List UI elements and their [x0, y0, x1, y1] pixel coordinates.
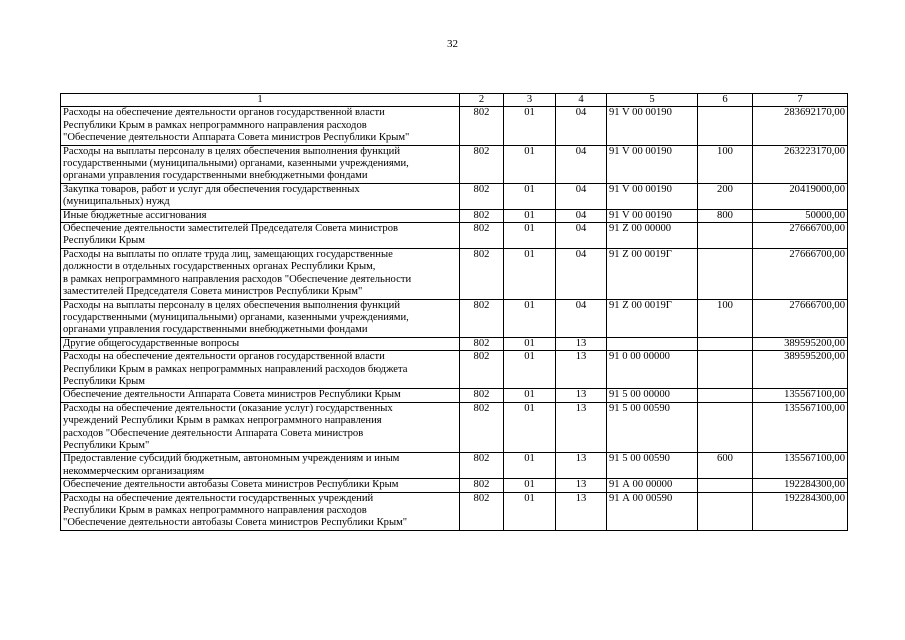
column-header: 2: [460, 94, 504, 107]
row-target-article-cell: 91 5 00 00590: [607, 453, 698, 479]
row-section-cell: 01: [504, 389, 556, 402]
table-row: [61, 183, 848, 209]
page-number: 32: [447, 38, 458, 50]
row-ministry-code-cell: 802: [460, 492, 504, 530]
table-row: [61, 223, 848, 249]
row-subsection-cell: 04: [556, 107, 607, 145]
row-expense-type-cell: [698, 351, 753, 389]
row-section-cell: 01: [504, 183, 556, 209]
row-ministry-code-cell: 802: [460, 248, 504, 299]
table-row: [61, 479, 848, 492]
row-expense-type-cell: 600: [698, 453, 753, 479]
row-name-cell: Обеспечение деятельности заместителей Председателя Совета министров Республики Крым: [61, 223, 460, 249]
row-expense-type-cell: [698, 248, 753, 299]
row-target-article-cell: [607, 337, 698, 350]
row-target-article-cell: 91 А 00 00000: [607, 479, 698, 492]
table-row: [61, 492, 848, 530]
row-expense-type-cell: 800: [698, 209, 753, 222]
row-name-cell: Другие общегосударственные вопросы: [61, 337, 460, 350]
row-name-cell: Обеспечение деятельности Аппарата Совета министров Республики Крым: [61, 389, 460, 402]
table-row: [61, 145, 848, 183]
row-expense-type-cell: [698, 223, 753, 249]
row-ministry-code-cell: 802: [460, 107, 504, 145]
row-amount-cell: 283692170,00: [753, 107, 848, 145]
row-section-cell: 01: [504, 209, 556, 222]
row-subsection-cell: 13: [556, 479, 607, 492]
row-target-article-cell: 91 А 00 00590: [607, 492, 698, 530]
row-subsection-cell: 04: [556, 145, 607, 183]
row-amount-cell: 27666700,00: [753, 248, 848, 299]
row-section-cell: 01: [504, 351, 556, 389]
row-expense-type-cell: [698, 479, 753, 492]
row-name-cell: Закупка товаров, работ и услуг для обеспечения государственных (муниципальных) нужд: [61, 183, 460, 209]
row-expense-type-cell: [698, 492, 753, 530]
row-target-article-cell: 91 V 00 00190: [607, 209, 698, 222]
row-expense-type-cell: 100: [698, 145, 753, 183]
row-expense-type-cell: 100: [698, 299, 753, 337]
row-section-cell: 01: [504, 402, 556, 453]
table-row: [61, 299, 848, 337]
row-section-cell: 01: [504, 223, 556, 249]
row-amount-cell: 263223170,00: [753, 145, 848, 183]
row-ministry-code-cell: 802: [460, 479, 504, 492]
row-name-cell: Иные бюджетные ассигнования: [61, 209, 460, 222]
row-name-cell: Обеспечение деятельности автобазы Совета министров Республики Крым: [61, 479, 460, 492]
table-row: [61, 351, 848, 389]
row-subsection-cell: 13: [556, 351, 607, 389]
row-subsection-cell: 13: [556, 453, 607, 479]
row-name-cell: Расходы на выплаты персоналу в целях обеспечения выполнения функций государственными (муниципальными) органами, казенными учреждениями, органами управления государственными внебюджетными фондами: [61, 145, 460, 183]
row-ministry-code-cell: 802: [460, 223, 504, 249]
row-subsection-cell: 13: [556, 389, 607, 402]
row-subsection-cell: 04: [556, 248, 607, 299]
column-header: 3: [504, 94, 556, 107]
row-target-article-cell: 91 V 00 00190: [607, 145, 698, 183]
table-row: [61, 337, 848, 350]
row-expense-type-cell: [698, 389, 753, 402]
row-target-article-cell: 91 0 00 00000: [607, 351, 698, 389]
row-ministry-code-cell: 802: [460, 351, 504, 389]
row-amount-cell: 192284300,00: [753, 492, 848, 530]
row-section-cell: 01: [504, 248, 556, 299]
row-name-cell: Расходы на обеспечение деятельности государственных учреждений Республики Крым в рамках непрограммного направления расходов "Обеспечение деятельности автобазы Совета министров Республики Крым": [61, 492, 460, 530]
row-subsection-cell: 13: [556, 402, 607, 453]
row-name-cell: Расходы на обеспечение деятельности органов государственной власти Республики Крым в рамках непрограммных направлений расходов бюджета Республики Крым: [61, 351, 460, 389]
row-amount-cell: 389595200,00: [753, 337, 848, 350]
row-target-article-cell: 91 Z 00 0019Г: [607, 299, 698, 337]
row-subsection-cell: 13: [556, 492, 607, 530]
column-header: 4: [556, 94, 607, 107]
row-ministry-code-cell: 802: [460, 337, 504, 350]
row-name-cell: Предоставление субсидий бюджетным, автономным учреждениям и иным некоммерческим организациям: [61, 453, 460, 479]
row-amount-cell: 135567100,00: [753, 389, 848, 402]
row-section-cell: 01: [504, 107, 556, 145]
row-amount-cell: 20419000,00: [753, 183, 848, 209]
row-target-article-cell: 91 Z 00 00000: [607, 223, 698, 249]
row-ministry-code-cell: 802: [460, 402, 504, 453]
row-section-cell: 01: [504, 145, 556, 183]
row-amount-cell: 27666700,00: [753, 223, 848, 249]
row-ministry-code-cell: 802: [460, 209, 504, 222]
row-name-cell: Расходы на выплаты персоналу в целях обеспечения выполнения функций государственными (муниципальными) органами, казенными учреждениями, органами управления государственными внебюджетными фондами: [61, 299, 460, 337]
column-header: 1: [61, 94, 460, 107]
row-section-cell: 01: [504, 299, 556, 337]
row-expense-type-cell: 200: [698, 183, 753, 209]
row-name-cell: Расходы на обеспечение деятельности органов государственной власти Республики Крым в рамках непрограммного направления расходов "Обеспечение деятельности Аппарата Совета министров Республики Крым": [61, 107, 460, 145]
row-target-article-cell: 91 V 00 00190: [607, 183, 698, 209]
row-subsection-cell: 04: [556, 299, 607, 337]
table-row: [61, 209, 848, 222]
row-ministry-code-cell: 802: [460, 389, 504, 402]
row-subsection-cell: 13: [556, 337, 607, 350]
row-amount-cell: 135567100,00: [753, 453, 848, 479]
table-header-row: [61, 94, 848, 107]
row-amount-cell: 389595200,00: [753, 351, 848, 389]
budget-table: [60, 93, 848, 531]
row-subsection-cell: 04: [556, 209, 607, 222]
row-amount-cell: 192284300,00: [753, 479, 848, 492]
row-ministry-code-cell: 802: [460, 183, 504, 209]
table-row: [61, 389, 848, 402]
row-subsection-cell: 04: [556, 223, 607, 249]
row-ministry-code-cell: 802: [460, 453, 504, 479]
row-amount-cell: 50000,00: [753, 209, 848, 222]
row-target-article-cell: 91 5 00 00590: [607, 402, 698, 453]
column-header: 5: [607, 94, 698, 107]
row-expense-type-cell: [698, 402, 753, 453]
row-ministry-code-cell: 802: [460, 299, 504, 337]
row-target-article-cell: 91 Z 00 0019Г: [607, 248, 698, 299]
row-amount-cell: 27666700,00: [753, 299, 848, 337]
row-target-article-cell: 91 5 00 00000: [607, 389, 698, 402]
column-header: 6: [698, 94, 753, 107]
column-header: 7: [753, 94, 848, 107]
row-ministry-code-cell: 802: [460, 145, 504, 183]
row-expense-type-cell: [698, 107, 753, 145]
row-amount-cell: 135567100,00: [753, 402, 848, 453]
row-section-cell: 01: [504, 479, 556, 492]
table-row: [61, 453, 848, 479]
row-subsection-cell: 04: [556, 183, 607, 209]
row-expense-type-cell: [698, 337, 753, 350]
row-name-cell: Расходы на обеспечение деятельности (оказание услуг) государственных учреждений Республики Крым в рамках непрограммного направления расходов "Обеспечение деятельности Аппарата Совета министров Республики Крым": [61, 402, 460, 453]
table-row: [61, 107, 848, 145]
row-target-article-cell: 91 V 00 00190: [607, 107, 698, 145]
row-section-cell: 01: [504, 337, 556, 350]
row-section-cell: 01: [504, 492, 556, 530]
table-row: [61, 248, 848, 299]
row-section-cell: 01: [504, 453, 556, 479]
row-name-cell: Расходы на выплаты по оплате труда лиц, замещающих государственные должности в отдельных государственных органах Республики Крым, в рамках непрограммного направления расходов "Обеспечение деятельности заместителей Председателя Совета министров Республики Крым": [61, 248, 460, 299]
table-row: [61, 402, 848, 453]
